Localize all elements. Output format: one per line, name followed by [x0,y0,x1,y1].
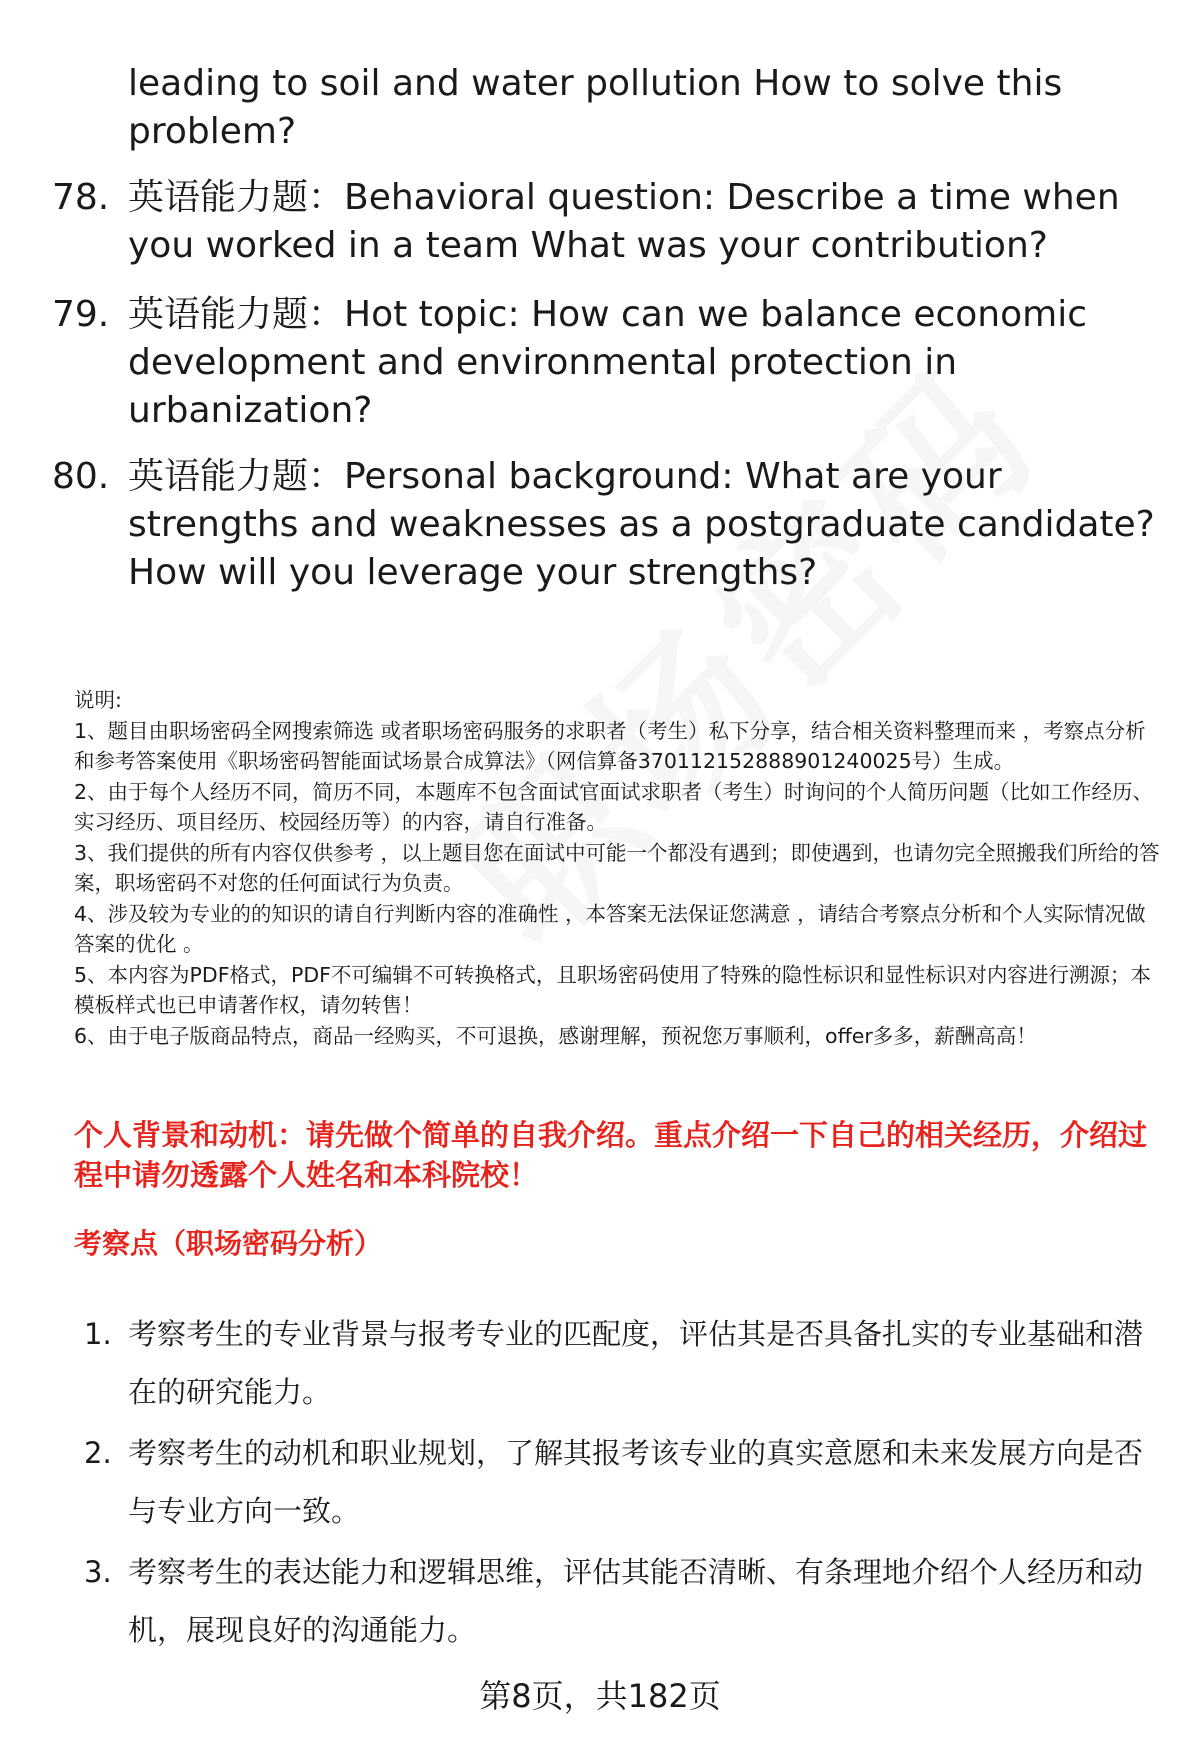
note-item: 1、题目由职场密码全网搜索筛选 或者职场密码服务的求职者（考生）私下分享，结合相关资料整理而来 ，考察点分析和参考答案使用《职场密码智能面试场景合成算法》（网信算备370112152888901240025号）生成。 [74,718,1146,773]
analysis-subheading: 考察点（职场密码分析） [74,1227,383,1260]
analysis-point [84,1424,1164,1540]
analysis-point [84,1543,1164,1659]
point-number: 1. [84,1317,112,1351]
note-item: 5、本内容为PDF格式，PDF不可编辑不可转换格式，且职场密码使用了特殊的隐性标识和显性标识对内容进行溯源；本模板样式也已申请著作权，请勿转售！ [74,962,1151,1017]
page-footer: 第8页，共182页 [479,1677,721,1715]
question-continuation: leading to soil and water pollution How to solve this problem? [128,63,1063,152]
point-text: 考察考生的表达能力和逻辑思维，评估其能否清晰、有条理地介绍个人经历和动机，展现良好的沟通能力。 [128,1555,1144,1647]
point-number: 2. [84,1436,112,1470]
question-heading: 个人背景和动机：请先做个简单的自我介绍。重点介绍一下自己的相关经历，介绍过程中请勿透露个人姓名和本科院校！ [74,1118,1148,1192]
question-item-80 [52,453,1162,597]
question-number: 79. [52,294,110,335]
notes-title: 说明: [74,688,122,712]
notes-section [74,685,1164,1051]
question-text: 英语能力题：Hot topic: How can we balance economic development and environmental protection in urbanization? [128,294,1087,431]
note-item: 6、由于电子版商品特点，商品一经购买，不可退换，感谢理解，预祝您万事顺利，offer多多，薪酬高高！ [74,1023,1037,1048]
point-number: 3. [84,1555,112,1589]
question-text: 英语能力题：Personal background: What are your strengths and weaknesses as a postgraduate candidate? How will you leverage your strengths? [128,456,1155,593]
question-text: 英语能力题：Behavioral question: Describe a time when you worked in a team What was your contribution? [128,177,1120,266]
point-text: 考察考生的动机和职业规划，了解其报考该专业的真实意愿和未来发展方向是否与专业方向一致。 [128,1436,1144,1528]
analysis-point [84,1305,1164,1421]
analysis-points-list [84,1305,1164,1662]
question-number: 78. [52,177,110,218]
note-item: 4、涉及较为专业的的知识的请自行判断内容的准确性 ，本答案无法保证您满意 ，请结合考察点分析和个人实际情况做答案的优化 。 [74,901,1146,956]
question-number: 80. [52,456,110,497]
note-item: 3、我们提供的所有内容仅供参考 ，以上题目您在面试中可能一个都没有遇到；即使遇到，也请勿完全照搬我们所给的答案，职场密码不对您的任何面试行为负责。 [74,840,1160,895]
question-item-79 [52,291,1162,435]
point-text: 考察考生的专业背景与报考专业的匹配度，评估其是否具备扎实的专业基础和潜在的研究能力。 [128,1317,1144,1409]
question-item-78 [52,174,1162,270]
note-item: 2、由于每个人经历不同，简历不同，本题库不包含面试官面试求职者（考生）时询问的个人简历问题（比如工作经历、实习经历、项目经历、校园经历等）的内容，请自行准备。 [74,779,1154,834]
